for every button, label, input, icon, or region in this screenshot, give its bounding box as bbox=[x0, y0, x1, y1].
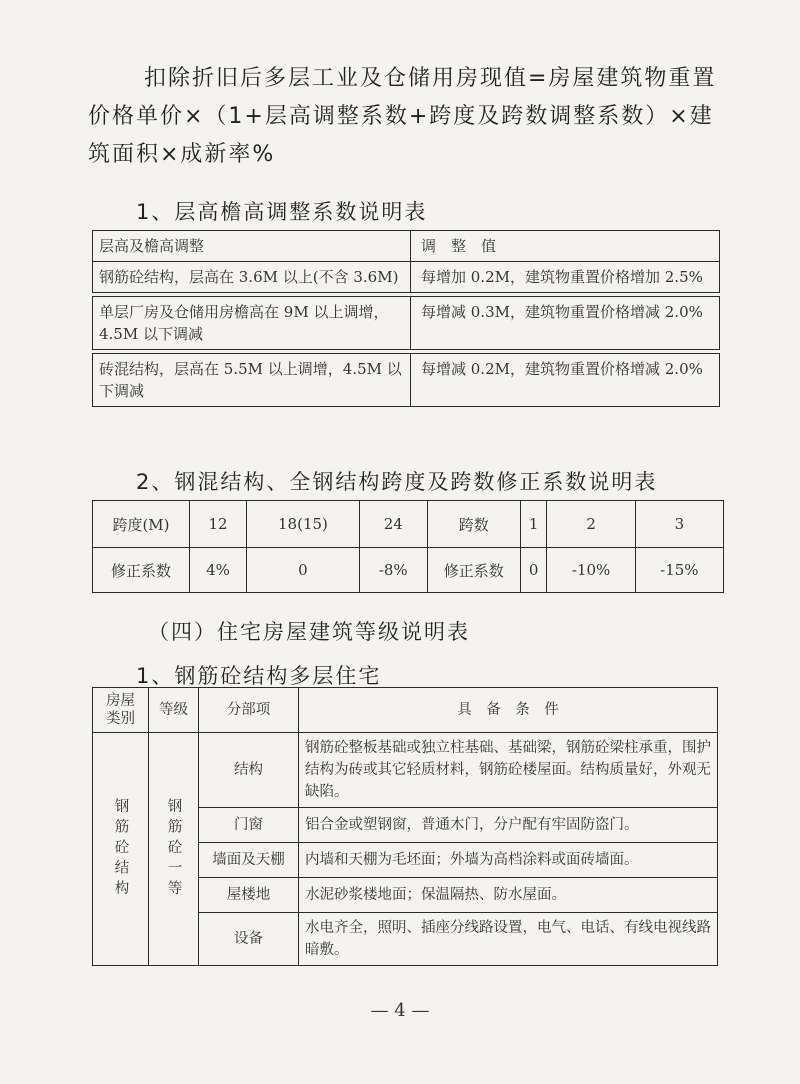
span-cell: 18(15) bbox=[247, 501, 360, 548]
condition-cell: 水泥砂浆楼地面；保温隔热、防水屋面。 bbox=[299, 878, 718, 913]
span-cell: 12 bbox=[190, 501, 247, 548]
coefficient-cell: 4% bbox=[190, 548, 247, 593]
coefficient-cell: -10% bbox=[547, 548, 635, 593]
page-number: — 4 — bbox=[370, 1000, 430, 1021]
coefficient-cell: 0 bbox=[247, 548, 360, 593]
table-row-condition: 砖混结构，层高在 5.5M 以上调增，4.5M 以下调减 bbox=[93, 354, 411, 407]
table-row-condition: 单层厂房及仓储用房檐高在 9M 以上调增，4.5M 以下调减 bbox=[93, 297, 411, 350]
part-cell: 结构 bbox=[199, 733, 299, 808]
section4-subtitle: 1、钢筋砼结构多层住宅 bbox=[136, 664, 382, 688]
part-cell: 设备 bbox=[199, 913, 299, 966]
header-part: 分部项 bbox=[199, 688, 299, 733]
coefficient-cell: -8% bbox=[359, 548, 427, 593]
intro-paragraph bbox=[88, 60, 738, 174]
header-category: 房屋类别 bbox=[93, 688, 149, 733]
condition-cell: 内墙和天棚为毛坯面；外墙为高档涂料或面砖墙面。 bbox=[299, 843, 718, 878]
section4-title: （四）住宅房屋建筑等级说明表 bbox=[148, 620, 470, 644]
intro-line-1: 扣除折旧后多层工业及仓储用房现值=房屋建筑物重置 bbox=[144, 66, 717, 91]
section1-title: 1、层高檐高调整系数说明表 bbox=[136, 200, 428, 224]
table-row-value: 每增加 0.2M，建筑物重置价格增加 2.5% bbox=[411, 262, 720, 293]
section2-title: 2、钢混结构、全钢结构跨度及跨数修正系数说明表 bbox=[136, 470, 658, 494]
span-coefficient-table bbox=[92, 500, 724, 593]
table-row-condition: 钢筋砼结构，层高在 3.6M 以上(不含 3.6M) bbox=[93, 262, 411, 293]
span-count-cell: 1 bbox=[520, 501, 547, 548]
condition-cell: 铝合金或塑钢窗，普通木门，分户配有牢固防盗门。 bbox=[299, 808, 718, 843]
coefficient-cell: -15% bbox=[635, 548, 723, 593]
intro-line-2: 价格单价×（1+层高调整系数+跨度及跨数调整系数）×建 bbox=[88, 104, 714, 129]
header-conditions: 具 备 条 件 bbox=[299, 688, 718, 733]
span-cell: 24 bbox=[359, 501, 427, 548]
span-count-cell: 3 bbox=[635, 501, 723, 548]
header-value: 调 整 值 bbox=[411, 231, 720, 262]
span-header-cell: 跨度(M) bbox=[93, 501, 190, 548]
condition-cell: 钢筋砼整板基础或独立柱基础、基础梁，钢筋砼梁柱承重，围护结构为砖或其它轻质材料，钢筋砼楼屋面。结构质量好，外观无缺陷。 bbox=[299, 733, 718, 808]
span-count-cell: 2 bbox=[547, 501, 635, 548]
intro-line-3: 筑面积×成新率% bbox=[88, 142, 276, 167]
category-cell bbox=[93, 733, 149, 966]
part-cell: 门窗 bbox=[199, 808, 299, 843]
housing-grade-table bbox=[92, 687, 718, 966]
table-row-value: 每增减 0.2M，建筑物重置价格增减 2.0% bbox=[411, 354, 720, 407]
category-text: 钢筋砼结构 bbox=[112, 797, 129, 901]
coefficient-cell: 0 bbox=[520, 548, 547, 593]
part-cell: 墙面及天棚 bbox=[199, 843, 299, 878]
floor-height-table bbox=[92, 230, 720, 407]
grade-cell bbox=[149, 733, 199, 966]
header-condition: 层高及檐高调整 bbox=[93, 231, 411, 262]
condition-cell: 水电齐全，照明、插座分线路设置，电气、电话、有线电视线路暗敷。 bbox=[299, 913, 718, 966]
coefficient-header-cell: 修正系数 bbox=[427, 548, 520, 593]
grade-text: 钢筋砼一等 bbox=[165, 797, 182, 901]
span-count-header-cell: 跨数 bbox=[427, 501, 520, 548]
header-grade: 等级 bbox=[149, 688, 199, 733]
table-row-value: 每增减 0.3M，建筑物重置价格增减 2.0% bbox=[411, 297, 720, 350]
part-cell: 屋楼地 bbox=[199, 878, 299, 913]
coefficient-header-cell: 修正系数 bbox=[93, 548, 190, 593]
